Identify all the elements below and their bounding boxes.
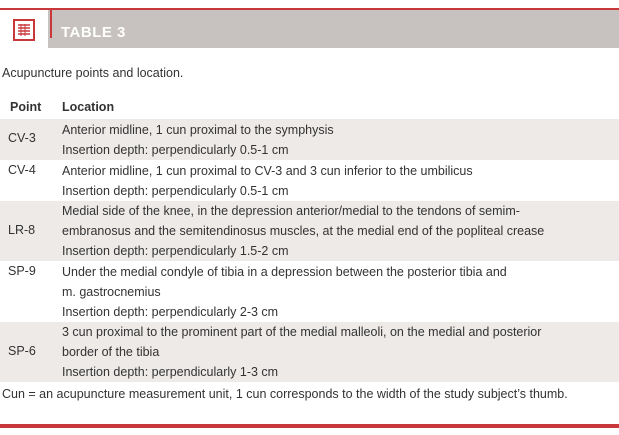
location-line: border of the tibia: [62, 345, 160, 359]
location-line: embranosus and the semitendinosus muscles, at the medial end of the popliteal crease: [62, 224, 545, 238]
point-cell: CV-4: [8, 163, 36, 177]
table-row: [0, 261, 619, 322]
location-cell: [62, 322, 614, 382]
location-line: Insertion depth: perpendicularly 0.5-1 cm: [62, 143, 289, 157]
column-header-location: Location: [62, 100, 115, 114]
point-cell: SP-6: [8, 344, 36, 358]
table-footnote: Cun = an acupuncture measurement unit, 1 cun corresponds to the width of the study subject’s thumb.: [2, 387, 568, 401]
location-line: Insertion depth: perpendicularly 0.5-1 cm: [62, 184, 289, 198]
location-line: Anterior midline, 1 cun proximal to the symphysis: [62, 123, 334, 137]
column-header-point: Point: [10, 100, 42, 114]
point-cell: SP-9: [8, 264, 36, 278]
location-line: Medial side of the knee, in the depression anterior/medial to the tendons of semim-: [62, 204, 520, 218]
location-line: Under the medial condyle of tibia in a depression between the posterior tibia and: [62, 265, 507, 279]
location-line: Insertion depth: perpendicularly 1.5-2 cm: [62, 244, 289, 258]
location-line: m. gastrocnemius: [62, 285, 161, 299]
location-line: Anterior midline, 1 cun proximal to CV-3 and 3 cun inferior to the umbilicus: [62, 164, 473, 178]
location-cell: [62, 262, 614, 322]
location-cell: [62, 201, 614, 261]
location-line: Insertion depth: perpendicularly 1-3 cm: [62, 365, 279, 379]
table-row: [0, 119, 619, 160]
point-cell: LR-8: [8, 223, 36, 237]
table-title: TABLE 3: [61, 24, 126, 41]
table-row: [0, 201, 619, 261]
table-icon-box: [0, 10, 48, 48]
point-cell: CV-3: [8, 131, 36, 145]
table-icon: [13, 19, 35, 41]
table-header: [0, 10, 619, 48]
table-row: [0, 322, 619, 382]
location-cell: [62, 161, 614, 201]
header-divider: [50, 10, 52, 38]
table-row: [0, 160, 619, 201]
bottom-rule: [0, 424, 619, 428]
location-cell: [62, 120, 614, 160]
table-caption: Acupuncture points and location.: [2, 66, 184, 80]
location-line: Insertion depth: perpendicularly 2-3 cm: [62, 305, 279, 319]
location-line: 3 cun proximal to the prominent part of the medial malleoli, on the medial and posterior: [62, 325, 542, 339]
